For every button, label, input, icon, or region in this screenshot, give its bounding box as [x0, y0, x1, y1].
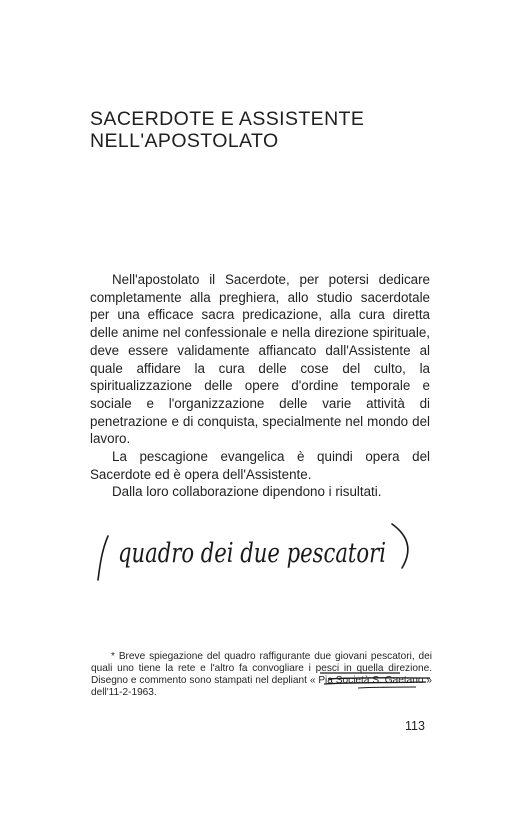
handwritten-note-text: quadro dei due pescatori	[118, 538, 386, 569]
paragraph-3: Dalla loro collaborazione dipendono i risultati.	[112, 484, 382, 500]
page-number: 113	[405, 719, 425, 733]
chapter-title-line-1: SACERDOTE E ASSISTENTE	[90, 108, 365, 130]
body-text	[90, 271, 430, 501]
footnote: * Breve spiegazione del quadro raffigurante due giovani pescatori, dei quali uno tiene la rete e l'altro fa convogliare i pesci in quella direzione. Disegno e commento sono stampati nel depliant « Pia Società S. Gaetano » dell'11-2-1963.	[91, 651, 432, 698]
paragraph-2: La pescagione evangelica è quindi opera del Sacerdote ed è opera dell'Assistente.	[90, 449, 430, 482]
chapter-title-line-2: NELL'APOSTOLATO	[90, 130, 279, 152]
handwritten-note	[96, 520, 426, 585]
paragraph-1: Nell'apostolato il Sacerdote, per potersi dedicare completamente alla preghiera, allo studio sacerdotale per una efficace sacra predicazione, alla cura diretta delle anime nel confessionale e nella direzione spirituale, deve essere validamente affiancato dall'Assistente al quale affidare la cura delle cose del culto, la spiritualizzazione delle opere d'ordine temporale e sociale e l'organizzazione delle varie attività di penetrazione e di conquista, specialmente nel mondo del lavoro.	[90, 272, 430, 447]
chapter-title	[90, 108, 364, 152]
pen-underline-marks	[318, 670, 438, 692]
